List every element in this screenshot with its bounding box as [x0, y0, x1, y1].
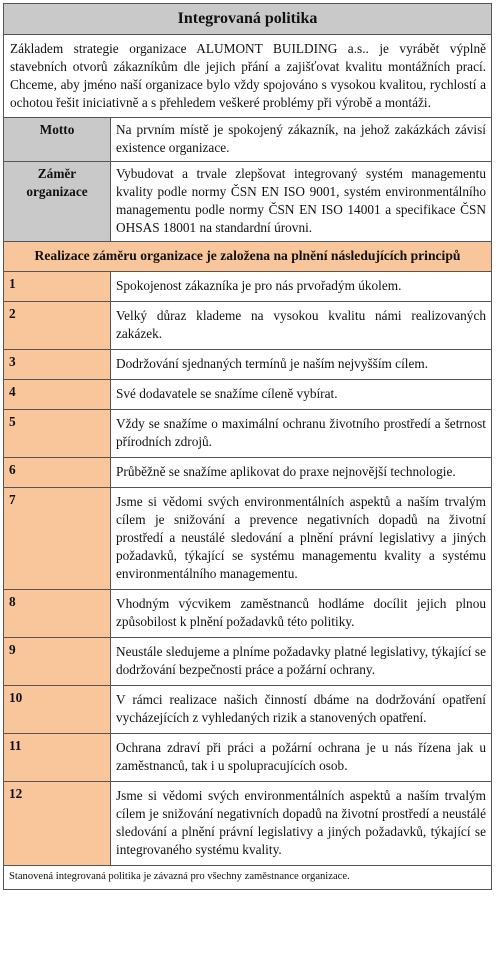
principle-text: Velký důraz klademe na vysokou kvalitu námi realizovaných zakázek.	[111, 302, 492, 350]
intent-row	[4, 162, 492, 242]
principle-text: Jsme si vědomi svých environmentálních aspektů a naším trvalým cílem je snižování a prevence negativních dopadů na životní prostředí a neustálé sledování a plnění právní legislativy a jiných požadavků, týkající se systému managementu kvality a systému environmentálního managementu.	[111, 488, 492, 590]
principles-banner-row	[4, 242, 492, 272]
principle-row	[4, 272, 492, 302]
footer-row	[4, 866, 492, 890]
intro-paragraph: Základem strategie organizace ALUMONT BUILDING a.s.. je vyrábět výplně stavebních otvorů zákazníkům dle jejich přání a zajišťovat kvalitu montážních prací. Chceme, aby jméno naší organizace bylo vždy spojováno s vysokou kvalitou, rychlostí a ochotou řešit iniciativně a s přehledem veškeré problémy při výrobě a montáži.	[4, 35, 492, 118]
intent-label: Záměr organizace	[4, 162, 111, 242]
principle-row	[4, 734, 492, 782]
motto-label: Motto	[4, 118, 111, 162]
document-title: Integrovaná politika	[4, 4, 492, 35]
principle-text: Své dodavatele se snažíme cíleně vybírat.	[111, 380, 492, 410]
principle-text: Jsme si vědomi svých environmentálních aspektů a naším trvalým cílem je snižování negativních dopadů na životní prostředí a neustálé sledování a plnění právní legislativy a jiných požadavků, týkající se integrovaného systému kvality.	[111, 782, 492, 866]
principle-row	[4, 350, 492, 380]
principle-row	[4, 458, 492, 488]
principle-number: 10	[4, 686, 111, 734]
principle-number: 3	[4, 350, 111, 380]
principle-text: Dodržování sjednaných termínů je naším nejvyšším cílem.	[111, 350, 492, 380]
principle-number: 4	[4, 380, 111, 410]
principle-row	[4, 302, 492, 350]
principle-row	[4, 782, 492, 866]
principle-row	[4, 410, 492, 458]
principle-number: 5	[4, 410, 111, 458]
principle-row	[4, 638, 492, 686]
principle-text: Průběžně se snažíme aplikovat do praxe nejnovější technologie.	[111, 458, 492, 488]
principle-row	[4, 686, 492, 734]
principle-row	[4, 590, 492, 638]
principle-text: Spokojenost zákazníka je pro nás prvořadým úkolem.	[111, 272, 492, 302]
principle-number: 7	[4, 488, 111, 590]
principles-banner: Realizace záměru organizace je založena na plnění následujících principů	[4, 242, 492, 272]
principle-text: Ochrana zdraví při práci a požární ochrana je u nás řízena jak u zaměstnanců, tak i u spolupracujících osob.	[111, 734, 492, 782]
motto-row	[4, 118, 492, 162]
intro-row	[4, 35, 492, 118]
principle-row	[4, 380, 492, 410]
principle-number: 2	[4, 302, 111, 350]
principle-number: 8	[4, 590, 111, 638]
principle-number: 9	[4, 638, 111, 686]
principle-row	[4, 488, 492, 590]
principle-text: V rámci realizace našich činností dbáme na dodržování opatření vycházejících z vyhledaných rizik a stanovených opatření.	[111, 686, 492, 734]
principle-number: 12	[4, 782, 111, 866]
principle-text: Neustále sledujeme a plníme požadavky platné legislativy, týkající se dodržování bezpečnosti práce a požární ochrany.	[111, 638, 492, 686]
principle-text: Vždy se snažíme o maximální ochranu životního prostředí a šetrnost přírodních zdrojů.	[111, 410, 492, 458]
principle-number: 1	[4, 272, 111, 302]
principle-number: 6	[4, 458, 111, 488]
principle-number: 11	[4, 734, 111, 782]
principle-text: Vhodným výcvikem zaměstnanců hodláme docílit jejich plnou způsobilost k plnění požadavků této politiky.	[111, 590, 492, 638]
title-row	[4, 4, 492, 35]
integrated-policy-table	[3, 3, 492, 890]
motto-text: Na prvním místě je spokojený zákazník, na jehož zakázkách závisí existence organizace.	[111, 118, 492, 162]
intent-text: Vybudovat a trvale zlepšovat integrovaný systém managementu kvality podle normy ČSN EN ISO 9001, systém environmentálního managementu podle normy ČSN EN ISO 14001 a specifikace ČSN OHSAS 18001 na standardní úrovni.	[111, 162, 492, 242]
footer-note: Stanovená integrovaná politika je závazná pro všechny zaměstnance organizace.	[4, 866, 492, 890]
